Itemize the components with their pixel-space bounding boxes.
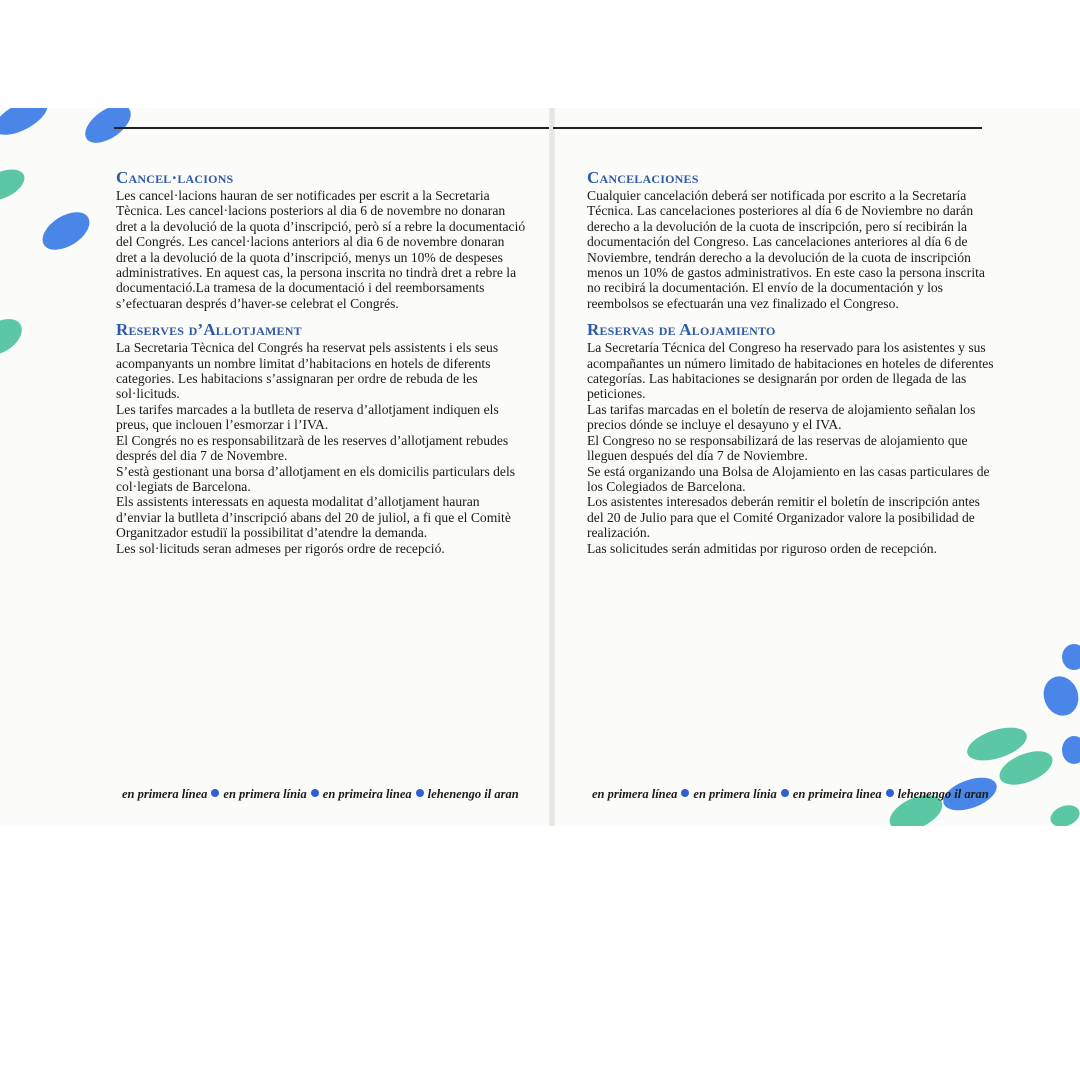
decorative-oval	[0, 163, 29, 207]
accommodation-paragraph: Las solicitudes serán admitidas por riguroso orden de recepción.	[587, 540, 937, 556]
accommodation-paragraph: Les sol·licituds seran admeses per rigorós ordre de recepció.	[116, 540, 445, 556]
footer-item: en primera línea	[122, 787, 208, 801]
footer-item: en primera línea	[592, 787, 678, 801]
accommodation-paragraph: El Congrés no es responsabilitzarà de les reserves d’allotjament rebudes després del dia 7 de Novembre.	[116, 432, 509, 464]
cancellations-text-ca: Les cancel·lacions hauran de ser notificades per escrit a la Secretaria Tècnica. Les cancel·lacions posteriors al dia 6 de novembre no donaran dret a la devolució de la quota d’inscripció, però sí a rebre la documentació del Congrés. Les cancel·lacions anteriors al dia 6 de novembre donaran dret a la devolució de la quota d’inscripció, menys un 10% de despeses administratives. En aquest cas, la persona inscrita no tindrà dret a rebre la documentació.La tramesa de la documentació i del reemborsaments s’efectuaran després d’haver-se celebrat el Congrés.	[116, 188, 526, 311]
section-heading-accommodation-ca: Reserves d’Allotjament	[116, 320, 302, 340]
accommodation-paragraph: Las tarifas marcadas en el boletín de reserva de alojamiento señalan los precios dónde se incluye el desayuno y el IVA.	[587, 401, 976, 433]
decorative-oval	[1038, 671, 1080, 720]
footer-item: en primera línia	[223, 787, 307, 801]
section-heading-cancellations-es: Cancelaciones	[587, 168, 699, 187]
section-heading-cancellations-ca: Cancel·lacions	[116, 168, 234, 187]
bullet-dot-icon	[781, 789, 789, 797]
top-rule-right	[553, 127, 982, 129]
footer-item: lehenengo il aran	[897, 787, 989, 801]
decorative-oval	[79, 108, 138, 150]
decorative-oval	[36, 205, 96, 258]
decorative-oval	[1062, 736, 1080, 764]
cancellations-text-es: Cualquier cancelación deberá ser notificada por escrito a la Secretaría Técnica. Las cancelaciones posteriores al día 6 de Noviembre no darán derecho a la devolución de la cuota de inscripción, pero sí recibirán la documentación del Congreso. Las cancelaciones anteriores al día 6 de Noviembre, tendrán derecho a la devolución de la cuota de inscripción menos un 10% de gastos administrativos. En este caso la persona inscrita no recibirá la documentación. El envío de la documentación y los reembolsos se efectuarán una vez finalizado el Congreso.	[587, 188, 985, 311]
bullet-dot-icon	[416, 789, 424, 797]
page-gutter	[549, 108, 555, 826]
decorative-oval	[1062, 644, 1080, 670]
right-page-content	[587, 168, 995, 556]
accommodation-paragraph: Se está organizando una Bolsa de Alojamiento en las casas particulares de los Colegiados de Barcelona.	[587, 463, 990, 494]
accommodation-paragraph: El Congreso no se responsabilizará de las reservas de alojamiento que lleguen después del día 7 de Noviembre.	[587, 432, 968, 464]
footer-item: en primeira linea	[792, 787, 882, 801]
bullet-dot-icon	[681, 789, 689, 797]
footer-slogan-left	[122, 787, 519, 802]
top-rule-left	[114, 127, 549, 129]
decorative-oval	[1047, 801, 1080, 826]
footer-item: en primera línia	[693, 787, 777, 801]
accommodation-paragraph: La Secretaria Tècnica del Congrés ha reservat pels assistents i els seus acompanyants un nombre limitat d’habitacions en hotels de diferents categories. Les habitacions s’assignaran per ordre de rebuda de les sol·licituds.	[116, 340, 499, 402]
accommodation-paragraph: S’està gestionant una borsa d’allotjament en els domicilis particulars dels col·legiats de Barcelona.	[116, 463, 516, 494]
section-heading-accommodation-es: Reservas de Alojamiento	[587, 320, 776, 340]
footer-item: en primeira linea	[322, 787, 412, 801]
bullet-dot-icon	[311, 789, 319, 797]
decorative-oval	[0, 312, 28, 363]
accommodation-paragraph: Los asistentes interesados deberán remitir el boletín de inscripción antes del 20 de Julio para que el Comité Organizador valore la posibilidad de realización.	[587, 494, 980, 541]
left-page-content	[116, 168, 528, 556]
accommodation-paragraph: Els assistents interessats en aquesta modalitat d’allotjament hauran d’enviar la butlleta d’inscripció abans del 20 de juliol, a fi que el Comitè Organitzador estudiï la possibilitat d’atendre la demanda.	[116, 494, 511, 541]
accommodation-paragraph: Les tarifes marcades a la butlleta de reserva d’allotjament indiquen els preus, que inclouen l’esmorzar i l’IVA.	[116, 401, 499, 433]
footer-slogan-right	[592, 787, 989, 802]
bullet-dot-icon	[886, 789, 894, 797]
bullet-dot-icon	[211, 789, 219, 797]
decorative-oval	[0, 108, 53, 142]
brochure-spread	[0, 108, 1080, 826]
footer-item: lehenengo il aran	[427, 787, 519, 801]
accommodation-paragraph: La Secretaría Técnica del Congreso ha reservado para los asistentes y sus acompañantes un número limitado de habitaciones en hoteles de diferentes categorías. Las habitaciones se designarán por orden de llegada de las peticiones.	[587, 340, 994, 402]
